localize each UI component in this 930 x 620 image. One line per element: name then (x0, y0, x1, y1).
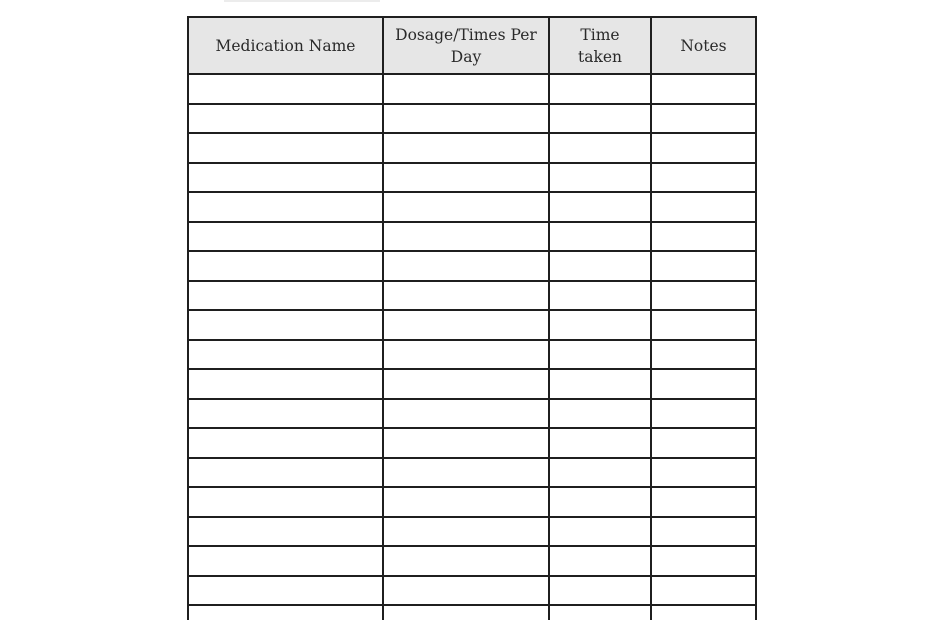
medication-name-cell[interactable] (188, 251, 383, 281)
header-label: Time taken (577, 25, 623, 66)
time-taken-cell[interactable] (549, 163, 651, 193)
dosage-cell[interactable] (383, 281, 549, 311)
header-label: Dosage/Times Per Day (395, 25, 537, 66)
table-row (188, 310, 756, 340)
header-label: Medication Name (215, 36, 356, 55)
table-row (188, 74, 756, 104)
dosage-cell[interactable] (383, 428, 549, 458)
dosage-cell[interactable] (383, 605, 549, 620)
notes-cell[interactable] (651, 605, 756, 620)
time-taken-cell[interactable] (549, 399, 651, 429)
header-notes (651, 17, 756, 74)
time-taken-cell[interactable] (549, 576, 651, 606)
notes-cell[interactable] (651, 399, 756, 429)
time-taken-cell[interactable] (549, 251, 651, 281)
time-taken-cell[interactable] (549, 487, 651, 517)
dosage-cell[interactable] (383, 340, 549, 370)
dosage-cell[interactable] (383, 222, 549, 252)
table-row (188, 281, 756, 311)
dosage-cell[interactable] (383, 104, 549, 134)
notes-cell[interactable] (651, 74, 756, 104)
notes-cell[interactable] (651, 517, 756, 547)
table-row (188, 605, 756, 620)
notes-cell[interactable] (651, 163, 756, 193)
medication-name-cell[interactable] (188, 517, 383, 547)
table-row (188, 104, 756, 134)
table-row (188, 576, 756, 606)
notes-cell[interactable] (651, 369, 756, 399)
header-medication-name (188, 17, 383, 74)
time-taken-cell[interactable] (549, 340, 651, 370)
table-row (188, 251, 756, 281)
table-row (188, 133, 756, 163)
time-taken-cell[interactable] (549, 458, 651, 488)
table-row (188, 163, 756, 193)
dosage-cell[interactable] (383, 369, 549, 399)
medication-name-cell[interactable] (188, 487, 383, 517)
time-taken-cell[interactable] (549, 281, 651, 311)
medication-name-cell[interactable] (188, 605, 383, 620)
medication-name-cell[interactable] (188, 399, 383, 429)
medication-name-cell[interactable] (188, 546, 383, 576)
time-taken-cell[interactable] (549, 546, 651, 576)
notes-cell[interactable] (651, 340, 756, 370)
table-row (188, 192, 756, 222)
table-body (188, 74, 756, 620)
time-taken-cell[interactable] (549, 605, 651, 620)
notes-cell[interactable] (651, 222, 756, 252)
top-divider (224, 0, 380, 2)
header-time-taken (549, 17, 651, 74)
notes-cell[interactable] (651, 104, 756, 134)
dosage-cell[interactable] (383, 74, 549, 104)
time-taken-cell[interactable] (549, 192, 651, 222)
notes-cell[interactable] (651, 428, 756, 458)
medication-name-cell[interactable] (188, 163, 383, 193)
dosage-cell[interactable] (383, 517, 549, 547)
medication-name-cell[interactable] (188, 74, 383, 104)
medication-name-cell[interactable] (188, 310, 383, 340)
time-taken-cell[interactable] (549, 517, 651, 547)
medication-name-cell[interactable] (188, 428, 383, 458)
notes-cell[interactable] (651, 546, 756, 576)
notes-cell[interactable] (651, 133, 756, 163)
medication-name-cell[interactable] (188, 222, 383, 252)
dosage-cell[interactable] (383, 546, 549, 576)
medication-name-cell[interactable] (188, 340, 383, 370)
header-dosage-times-per-day (383, 17, 549, 74)
notes-cell[interactable] (651, 251, 756, 281)
table-row (188, 487, 756, 517)
time-taken-cell[interactable] (549, 133, 651, 163)
medication-name-cell[interactable] (188, 369, 383, 399)
table-row (188, 222, 756, 252)
header-label: Notes (680, 36, 727, 55)
table-row (188, 340, 756, 370)
notes-cell[interactable] (651, 458, 756, 488)
time-taken-cell[interactable] (549, 222, 651, 252)
time-taken-cell[interactable] (549, 369, 651, 399)
notes-cell[interactable] (651, 192, 756, 222)
time-taken-cell[interactable] (549, 74, 651, 104)
dosage-cell[interactable] (383, 458, 549, 488)
table-row (188, 458, 756, 488)
medication-name-cell[interactable] (188, 458, 383, 488)
table-row (188, 546, 756, 576)
dosage-cell[interactable] (383, 399, 549, 429)
time-taken-cell[interactable] (549, 310, 651, 340)
table-header-row (188, 17, 756, 74)
notes-cell[interactable] (651, 576, 756, 606)
table-row (188, 399, 756, 429)
medication-name-cell[interactable] (188, 281, 383, 311)
medication-name-cell[interactable] (188, 104, 383, 134)
notes-cell[interactable] (651, 310, 756, 340)
dosage-cell[interactable] (383, 192, 549, 222)
dosage-cell[interactable] (383, 251, 549, 281)
table-row (188, 369, 756, 399)
medication-log-table (187, 16, 757, 620)
table-row (188, 517, 756, 547)
notes-cell[interactable] (651, 281, 756, 311)
time-taken-cell[interactable] (549, 104, 651, 134)
dosage-cell[interactable] (383, 576, 549, 606)
dosage-cell[interactable] (383, 163, 549, 193)
medication-name-cell[interactable] (188, 133, 383, 163)
dosage-cell[interactable] (383, 487, 549, 517)
notes-cell[interactable] (651, 487, 756, 517)
table-row (188, 428, 756, 458)
medication-name-cell[interactable] (188, 576, 383, 606)
time-taken-cell[interactable] (549, 428, 651, 458)
dosage-cell[interactable] (383, 310, 549, 340)
medication-name-cell[interactable] (188, 192, 383, 222)
dosage-cell[interactable] (383, 133, 549, 163)
